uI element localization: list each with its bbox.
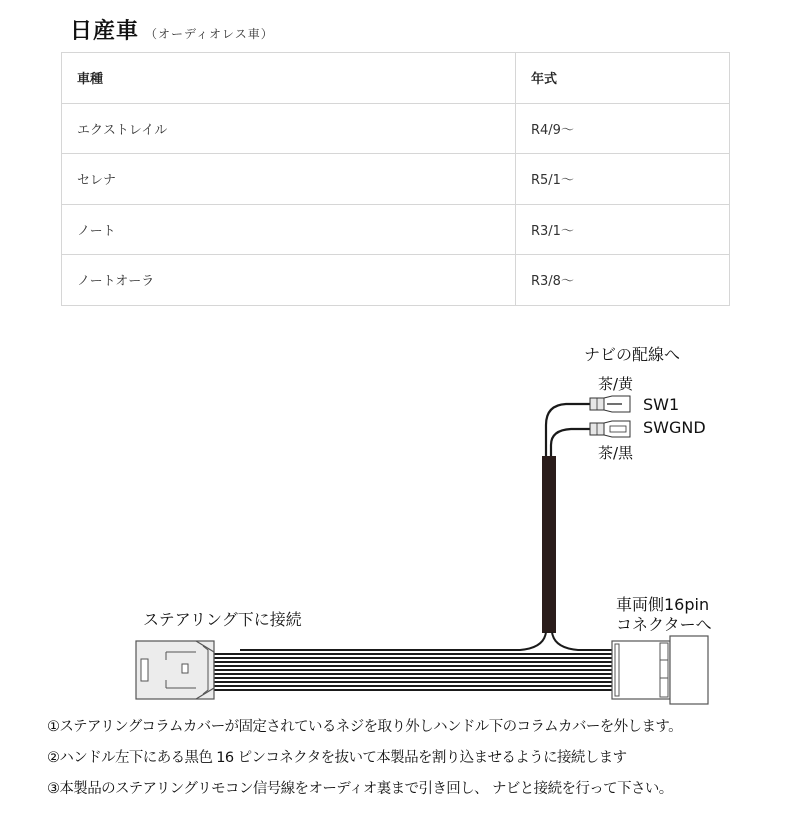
maker-subtitle: （オーディオレス車） [145, 27, 274, 41]
wire-swgnd [551, 429, 592, 460]
wire1-color-label: 茶/黄 [598, 375, 634, 393]
column-header-model: 車種 [62, 53, 516, 104]
right-connector-label-line2: コネクターへ [616, 615, 712, 634]
terminal-sw1-icon [590, 396, 630, 412]
wiring-diagram [0, 330, 800, 710]
left-connector-icon [136, 641, 214, 699]
main-cable-bundle [210, 654, 612, 690]
table-row [62, 103, 730, 154]
year-cell: R4/9～ [516, 103, 730, 154]
wire2-signal-label: SWGND [643, 418, 706, 437]
year-cell: R5/1～ [516, 154, 730, 205]
maker-title: 日産車 [70, 19, 140, 44]
model-cell: ノート [62, 204, 516, 255]
page-title [70, 14, 274, 46]
installation-instructions [47, 712, 787, 805]
cable-sheath [542, 456, 556, 633]
vehicle-table [61, 52, 730, 306]
model-cell: エクストレイル [62, 103, 516, 154]
year-cell: R3/1～ [516, 204, 730, 255]
terminal-swgnd-icon [590, 421, 630, 437]
instruction-step-2: ②ハンドル左下にある黒色 16 ピンコネクタを抜いて本製品を割り込ませるように接続します [47, 750, 627, 766]
instruction-step-1: ①ステアリングコラムカバーが固定されているネジを取り外しハンドル下のコラムカバーを外します。 [47, 719, 682, 735]
table-row [62, 255, 730, 306]
column-header-year: 年式 [516, 53, 730, 104]
harness-illustration [0, 330, 800, 710]
wire1-signal-label: SW1 [643, 395, 680, 414]
nav-wiring-label: ナビの配線へ [584, 345, 681, 364]
right-connector-label-line1: 車両側16pin [616, 595, 710, 614]
table-row [62, 154, 730, 205]
table-header-row [62, 53, 730, 104]
wire-sw1 [546, 404, 592, 460]
model-cell: ノートオーラ [62, 255, 516, 306]
instruction-step-3: ③本製品のステアリングリモコン信号線をオーディオ裏まで引き回し、 ナビと接続を行って下さい。 [47, 781, 673, 797]
model-cell: セレナ [62, 154, 516, 205]
left-connector-label: ステアリング下に接続 [143, 610, 302, 629]
year-cell: R3/8～ [516, 255, 730, 306]
table-row [62, 204, 730, 255]
wire2-color-label: 茶/黒 [598, 444, 634, 462]
right-connector-icon [612, 636, 708, 704]
